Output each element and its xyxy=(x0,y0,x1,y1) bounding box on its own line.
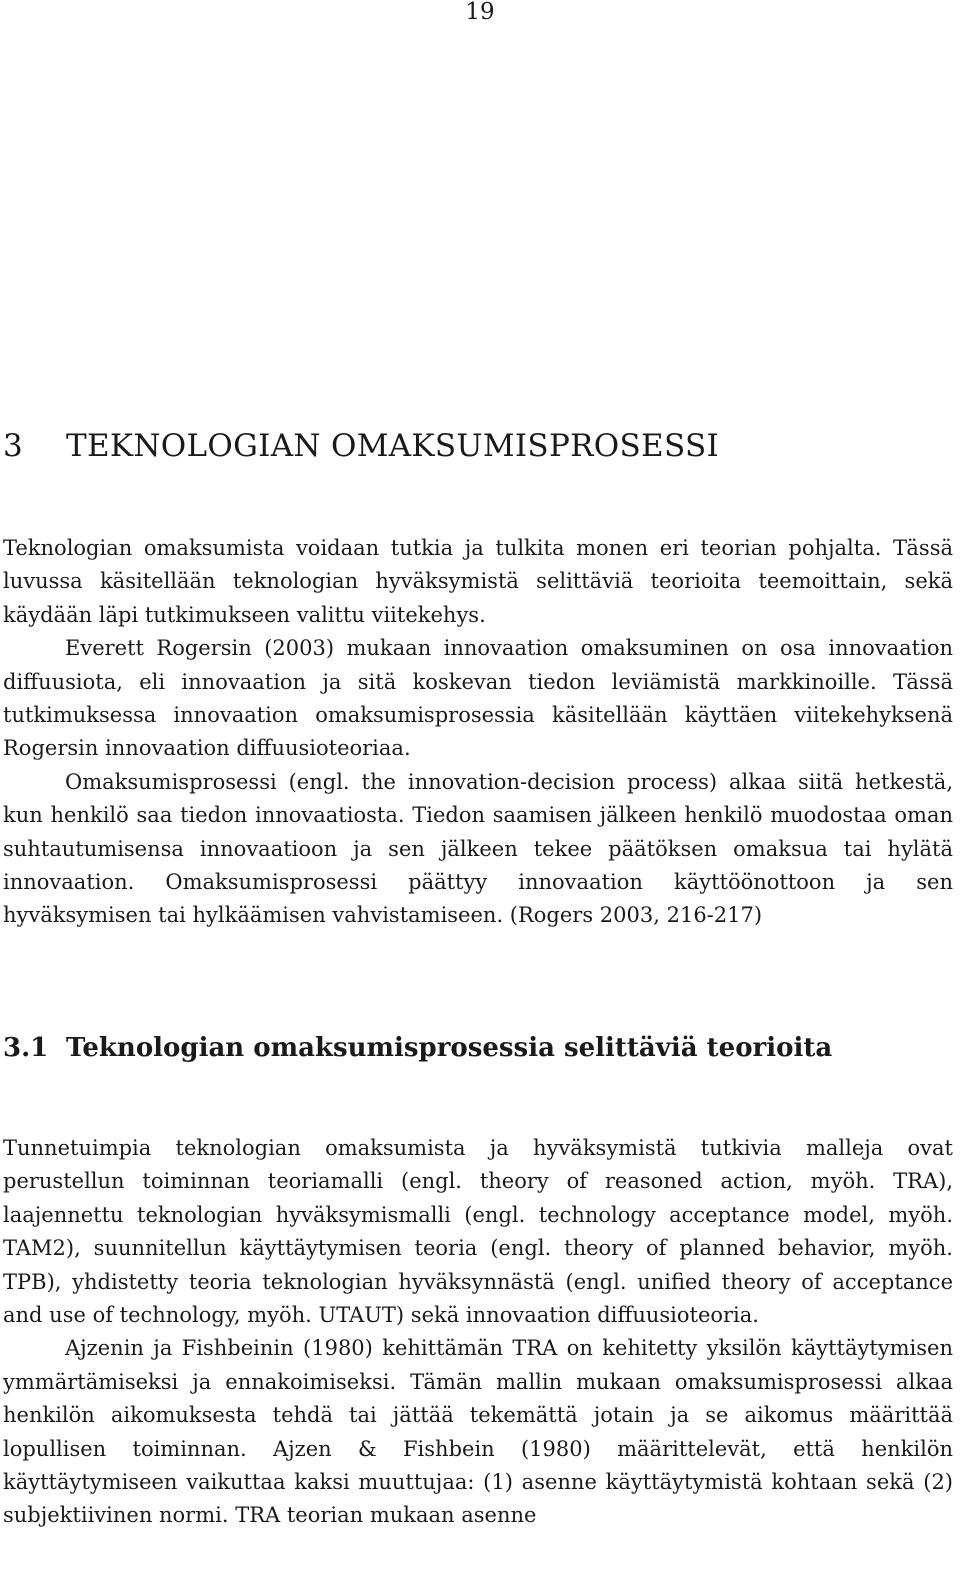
paragraph: Omaksumisprosessi (engl. the innovation-decision process) alkaa siitä hetkestä, kun henkilö saa tiedon innovaatiosta. Tiedon saamisen jälkeen henkilö muodostaa oman suhtautumisensa innovaatioon ja sen jälkeen tekee päätöksen omaksua tai hylätä innovaation. Omaksumisprosessi päättyy innovaation käyttöönottoon ja sen hyväksymisen tai hylkäämisen vahvistamiseen. (Rogers 2003, 216-217) xyxy=(3,769,953,928)
section-body xyxy=(3,1132,953,1533)
chapter-body xyxy=(3,532,953,933)
section-title: Teknologian omaksumisprosessia selittäviä teorioita xyxy=(66,1033,833,1063)
paragraph: Ajzenin ja Fishbeinin (1980) kehittämän TRA on kehitetty yksilön käyttäytymisen ymmärtämiseksi ja ennakoimiseksi. Tämän mallin mukaan omaksumisprosessi alkaa henkilön aikomuksesta tehdä tai jättää tekemättä jotain ja se aikomus määrittää lopullisen toiminnan. Ajzen & Fishbein (1980) määrittelevät, että henkilön käyttäytymiseen vaikuttaa kaksi muuttujaa: (1) asenne käyttäytymistä kohtaan sekä (2) subjektiivinen normi. TRA teorian mukaan asenne xyxy=(3,1336,953,1528)
paragraph: Everett Rogersin (2003) mukaan innovaation omaksuminen on osa innovaation diffuusiota, eli innovaation ja sitä koskevan tiedon leviämistä markkinoille. Tässä tutkimuksessa innovaation omaksumisprosessia käsitellään käyttäen viitekehyksenä Rogersin innovaation diffuusioteoriaa. xyxy=(3,636,953,761)
page-number: 19 xyxy=(465,0,495,25)
chapter-number: 3 xyxy=(3,428,24,464)
section-heading xyxy=(3,1030,953,1066)
section-number: 3.1 xyxy=(3,1033,49,1063)
paragraph: Tunnetuimpia teknologian omaksumista ja hyväksymistä tutkivia malleja ovat perustellun toiminnan teoriamalli (engl. theory of reasoned action, myöh. TRA), laajennettu teknologian hyväksymismalli (engl. technology acceptance model, myöh. TAM2), suunnitellun käyttäytymisen teoria (engl. theory of planned behavior, myöh. TPB), yhdistetty teoria teknologian hyväksynnästä (engl. unified theory of acceptance and use of technology, myöh. UTAUT) sekä innovaation diffuusioteoria. xyxy=(3,1136,953,1328)
chapter-title: TEKNOLOGIAN OMAKSUMISPROSESSI xyxy=(66,428,720,464)
paragraph: Teknologian omaksumista voidaan tutkia ja tulkita monen eri teorian pohjalta. Tässä luvussa käsitellään teknologian hyväksymistä selittäviä teorioita teemoittain, sekä käydään läpi tutkimukseen valittu viitekehys. xyxy=(3,536,953,627)
chapter-heading xyxy=(3,426,953,466)
